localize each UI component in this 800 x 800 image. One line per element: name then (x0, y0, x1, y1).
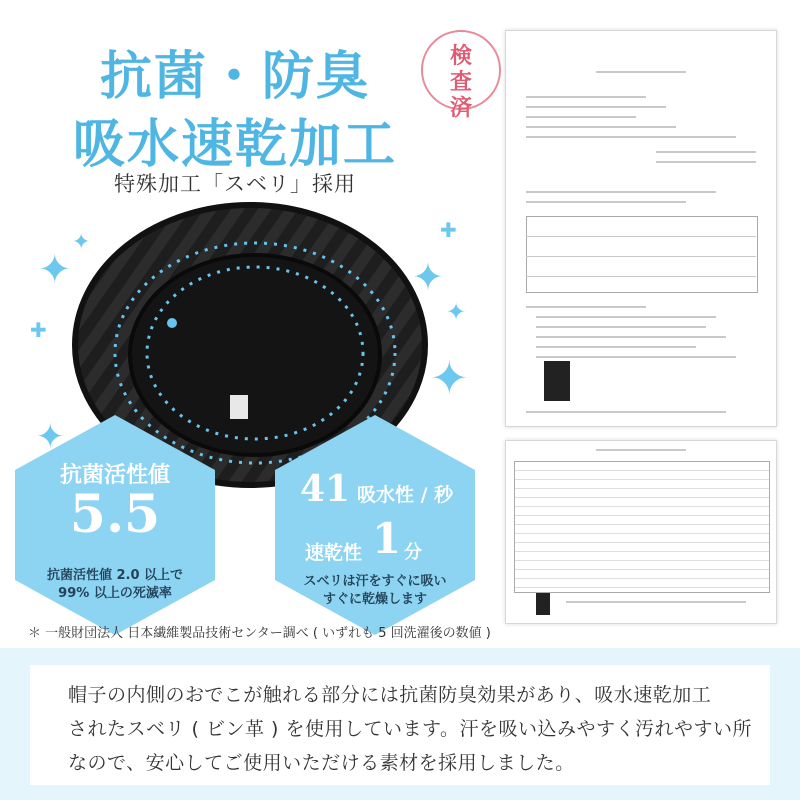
title-line-1: 抗菌・防臭 (99, 47, 370, 107)
plus-icon: ✚ (30, 318, 47, 342)
sparkle-icon: ✦ (446, 298, 467, 326)
quality-report-document (505, 440, 777, 624)
title-line-2: 吸水速乾加工 (72, 115, 397, 175)
absorb-label: 吸水性 / 秒 (357, 484, 454, 506)
dry-unit: 分 (404, 542, 422, 563)
sparkle-icon: ✦ (412, 255, 444, 299)
plus-icon: ✚ (440, 218, 457, 242)
sparkle-icon: ✦ (72, 230, 91, 255)
sparkle-icon: ✦ (38, 247, 72, 293)
absorb-note-1: スベリは汗をすぐに吸い (303, 574, 447, 589)
dry-label: 速乾性 (305, 542, 363, 564)
antibacterial-note-1: 抗菌活性値 2.0 以上で (46, 568, 184, 583)
absorb-note-2: すぐに乾燥します (322, 592, 427, 607)
test-certificate-document (505, 30, 777, 427)
description-line-2: されたスベリ ( ビン革 ) を使用しています。汗を吸い込みやすく汚れやすい所 (68, 718, 752, 740)
antibacterial-note-2: 99% 以上の死滅率 (58, 586, 172, 601)
dry-value: 1 (372, 514, 402, 563)
description-line-3: なので、安心してご使用いただける素材を採用しました。 (68, 752, 575, 774)
antibacterial-value: 5.5 (69, 484, 161, 545)
subtitle: 特殊加工「スベリ」採用 (114, 172, 356, 196)
sparkle-icon: ✦ (36, 417, 65, 457)
inspected-stamp: 検査済 (421, 30, 501, 110)
footnote: ＊ 一般財団法人 日本繊維製品技術センター調べ ( いずれも 5 回洗濯後の数値 ) (28, 626, 491, 641)
description-line-1: 帽子の内側のおでこが触れる部分には抗菌防臭効果があり、吸水速乾加工 (68, 684, 712, 706)
absorb-value: 41 (300, 468, 351, 510)
sparkle-icon: ✦ (430, 351, 469, 405)
antibacterial-label: 抗菌活性値 (59, 463, 170, 488)
